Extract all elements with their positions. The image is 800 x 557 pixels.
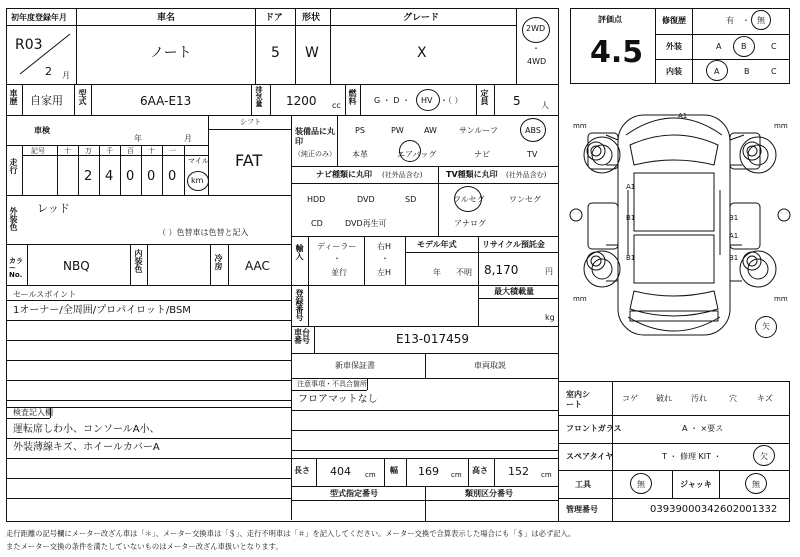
equip-leather: 本革 xyxy=(352,150,368,159)
tools-label: 工具 xyxy=(575,480,591,489)
width-label: 幅 xyxy=(390,466,398,475)
equipment-sublabel: （純正のみ） xyxy=(294,150,336,158)
tools-value: 無 xyxy=(637,480,645,489)
width-cm: cm xyxy=(451,471,462,479)
exterior-c: C xyxy=(771,42,777,51)
mileage-label: 走行 xyxy=(9,158,18,174)
arrow-mark: 矢 xyxy=(762,322,770,331)
repair-label: 修復歴 xyxy=(662,16,686,25)
equip-navi: ナビ xyxy=(474,150,490,159)
import-rh: 右H xyxy=(377,242,392,251)
damage-b1-left: B1 xyxy=(626,214,636,222)
navi-cd: CD xyxy=(311,219,323,228)
model-year-unit: 年 xyxy=(433,268,441,277)
inspection-label: 車検 xyxy=(34,126,50,135)
inspector-label: 検査記入欄 xyxy=(13,408,53,417)
color-change-note: （ ）色替車は色替と記入 xyxy=(158,228,249,237)
interior-b: B xyxy=(744,67,750,76)
warranty-manual: 車両取説 xyxy=(474,361,506,370)
equip-ps: PS xyxy=(355,126,365,135)
interior-c: C xyxy=(771,67,777,76)
max-load-label: 最大積載量 xyxy=(494,287,534,296)
length-label: 長さ xyxy=(294,466,310,475)
length-value: 404 xyxy=(330,465,351,478)
fuel-selected: HV xyxy=(421,96,433,105)
equipment-label: 装備品に丸印 xyxy=(295,127,335,147)
cc-label: 排気量 xyxy=(255,86,263,107)
mm-label-2: mm xyxy=(774,122,788,130)
inspection-month: 月 xyxy=(184,134,192,143)
model-year-label: モデル年式 xyxy=(417,240,457,249)
drive-4wd: 4WD xyxy=(527,57,547,66)
jack-value: 無 xyxy=(752,480,760,489)
grade-value: X xyxy=(417,45,427,61)
cc-value: 1200 xyxy=(286,94,317,108)
shift-label: シフト xyxy=(240,118,261,126)
model-label: 型式 xyxy=(78,89,87,105)
shift-value: FAT xyxy=(235,151,263,170)
navi-hdd: HDD xyxy=(307,195,326,204)
import-label: 輸入 xyxy=(295,244,304,260)
inspection-year: 年 xyxy=(134,134,142,143)
fuel-options: G ・ D ・ xyxy=(374,96,410,105)
door-label: ドア xyxy=(265,13,283,23)
mileage-digit-2: 4 xyxy=(105,169,114,184)
seat-dirt: 汚れ xyxy=(691,394,707,403)
import-dealer: ディーラー xyxy=(317,242,357,251)
recycle-yen: 円 xyxy=(545,267,553,276)
color-no-value: NBQ xyxy=(63,259,90,273)
height-label: 高さ xyxy=(472,466,488,475)
exterior-label: 外装 xyxy=(666,42,682,51)
mgmt-value: 03939000342602001332 xyxy=(650,504,778,515)
capacity-value: 5 xyxy=(513,94,521,108)
glass-label: フロントガラス xyxy=(566,424,622,433)
capacity-label: 定員 xyxy=(480,89,489,105)
length-cm: cm xyxy=(365,471,376,479)
digit-header-4: 十 xyxy=(148,147,155,155)
score-label: 評価点 xyxy=(598,15,622,24)
import-dot2: ・ xyxy=(381,254,389,263)
exterior-a: A xyxy=(716,42,722,51)
digit-header-1: 万 xyxy=(85,147,92,155)
capacity-unit: 人 xyxy=(541,101,549,110)
import-parallel: 並行 xyxy=(331,268,347,277)
interior-a: A xyxy=(714,67,720,76)
model-year-unknown: 不明 xyxy=(456,268,472,277)
navi-sd: SD xyxy=(405,195,417,204)
km-label: km xyxy=(191,176,204,185)
mm-label-3: mm xyxy=(573,295,587,303)
import-lh: 左H xyxy=(377,268,392,277)
spare-selected: 欠 xyxy=(760,452,768,461)
tv-fullseg: フルセグ xyxy=(453,195,485,204)
exterior-b: B xyxy=(741,42,747,51)
seat-label: 室内シート xyxy=(566,390,590,410)
equip-sunroof: サンルーフ xyxy=(459,126,498,135)
chassis-value: E13-017459 xyxy=(396,332,469,346)
tv-label: TV種類に丸印 xyxy=(446,170,498,179)
use-value: 自家用 xyxy=(30,94,63,107)
ac-value: AAC xyxy=(245,259,270,273)
mileage-digit-5: 0 xyxy=(168,169,177,184)
first-reg-label: 初年度登録年月 xyxy=(11,13,67,22)
repair-no: 無 xyxy=(757,16,765,25)
grade-label: グレード xyxy=(403,13,440,23)
mileage-symbol-label: 記号 xyxy=(31,147,45,155)
equip-abs: ABS xyxy=(525,126,541,135)
warranty-new-car: 新車保証書 xyxy=(335,361,375,370)
seat-tear: 破れ xyxy=(656,394,672,403)
reg-no-label: 登録番号 xyxy=(295,289,304,321)
tv-analog: アナログ xyxy=(454,219,486,228)
recycle-label: リサイクル預託金 xyxy=(482,240,545,249)
spare-value: T ・ 修理 KIT ・ xyxy=(662,452,722,461)
digit-header-0: 十 xyxy=(64,147,71,155)
color-no-label: カラーNo. xyxy=(9,257,23,279)
repair-yes: 有 xyxy=(726,16,734,25)
month-unit: 月 xyxy=(62,71,70,80)
height-cm: cm xyxy=(541,471,552,479)
damage-a1-top: A1 xyxy=(678,112,688,120)
shape-label: 形状 xyxy=(302,13,321,23)
equip-aw: AW xyxy=(424,126,437,135)
glass-value: A ・ ×要ス xyxy=(682,424,724,433)
recycle-value: 8,170 xyxy=(484,263,519,277)
fuel-paren: ・（ ） xyxy=(440,96,463,105)
sales-text: 1オーナー/全周囲/プロパイロット/BSM xyxy=(13,305,191,316)
navi-label: ナビ種類に丸印 xyxy=(316,170,372,179)
digit-header-5: 一 xyxy=(169,147,176,155)
chassis-label: 車台番号 xyxy=(294,328,310,345)
damage-b1-right: B1 xyxy=(729,214,739,222)
equip-airbag: エアバッグ xyxy=(397,150,437,159)
color-value: レッド xyxy=(37,202,70,215)
mileage-digit-3: 0 xyxy=(126,169,135,184)
mm-label-4: mm xyxy=(774,295,788,303)
digit-header-3: 百 xyxy=(127,147,134,155)
navi-dvd-play: DVD再生可 xyxy=(345,219,387,228)
width-value: 169 xyxy=(418,465,439,478)
jack-label: ジャッキ xyxy=(680,480,712,489)
car-name-label: 車名 xyxy=(157,13,176,23)
equip-tv: TV xyxy=(527,150,538,159)
ac-label: 冷房 xyxy=(214,254,223,270)
spare-label: スペアタイヤ xyxy=(566,452,614,461)
seat-burn: コゲ xyxy=(622,394,638,403)
interior-color-label: 内装色 xyxy=(134,249,143,273)
notes-label: 注意事項・不具合箇所 xyxy=(297,380,367,388)
footnote-line2: またメーター交換の条件を満たしていないものはメーター改ざん車扱いとなります。 xyxy=(6,542,283,551)
first-reg-month: 2 xyxy=(45,65,52,78)
inspector-line1: 運転席しわ小、コンソールA小、 xyxy=(13,424,160,435)
sales-label: セールスポイント xyxy=(13,290,77,299)
navi-dvd: DVD xyxy=(357,195,375,204)
drive-dot: ・ xyxy=(532,44,540,53)
use-label: 車歴 xyxy=(9,89,18,105)
tv-oneseg: ワンセグ xyxy=(509,195,541,204)
mileage-digit-4: 0 xyxy=(147,169,156,184)
interior-label: 内装 xyxy=(666,67,682,76)
digit-header-2: 千 xyxy=(106,147,113,155)
seat-scratch: キズ xyxy=(757,394,773,403)
type-designation-label: 型式指定番号 xyxy=(330,489,378,498)
mile-label: マイル xyxy=(188,157,209,165)
shape-value: W xyxy=(305,45,319,61)
height-value: 152 xyxy=(508,465,529,478)
import-dot: ・ xyxy=(333,254,341,263)
mm-label-1: mm xyxy=(573,122,587,130)
damage-b1-rear-right: B1 xyxy=(729,254,739,262)
max-load-kg: kg xyxy=(545,313,555,322)
fuel-label: 燃料 xyxy=(348,89,357,105)
class-number-label: 類別区分番号 xyxy=(465,489,513,498)
damage-a1-left: A1 xyxy=(626,183,636,191)
color-label: 外装色 xyxy=(9,207,18,231)
damage-a1-right: A1 xyxy=(729,232,739,240)
door-value: 5 xyxy=(271,45,280,61)
seat-hole: 穴 xyxy=(729,394,737,403)
cc-unit: cc xyxy=(332,101,341,110)
first-reg-era: R03 xyxy=(15,37,43,53)
inspector-line2: 外装薄線キズ、ホイールカバーA xyxy=(13,442,160,453)
notes-text: フロアマットなし xyxy=(298,394,378,405)
repair-dot: ・ xyxy=(742,16,750,25)
footnote-line1: 走行距離の記号欄にメーター改ざん車は「＊」、メーター交換車は「＄」、走行不明車は「＃」を記入してください。メーター交換で合算表示した場合にも「＄」は必ず記入。 xyxy=(6,529,576,538)
model-value: 6AA-E13 xyxy=(140,94,192,108)
damage-b1-rear-left: B1 xyxy=(626,254,636,262)
drive-2wd: 2WD xyxy=(526,24,546,33)
car-name: ノート xyxy=(150,45,192,61)
mileage-digit-1: 2 xyxy=(84,169,93,184)
navi-sub: (社外品含む) xyxy=(382,171,423,179)
equip-pw: PW xyxy=(391,126,404,135)
tv-sub: (社外品含む) xyxy=(506,171,547,179)
mgmt-label: 管理番号 xyxy=(566,505,598,514)
score-value: 4.5 xyxy=(590,35,644,70)
